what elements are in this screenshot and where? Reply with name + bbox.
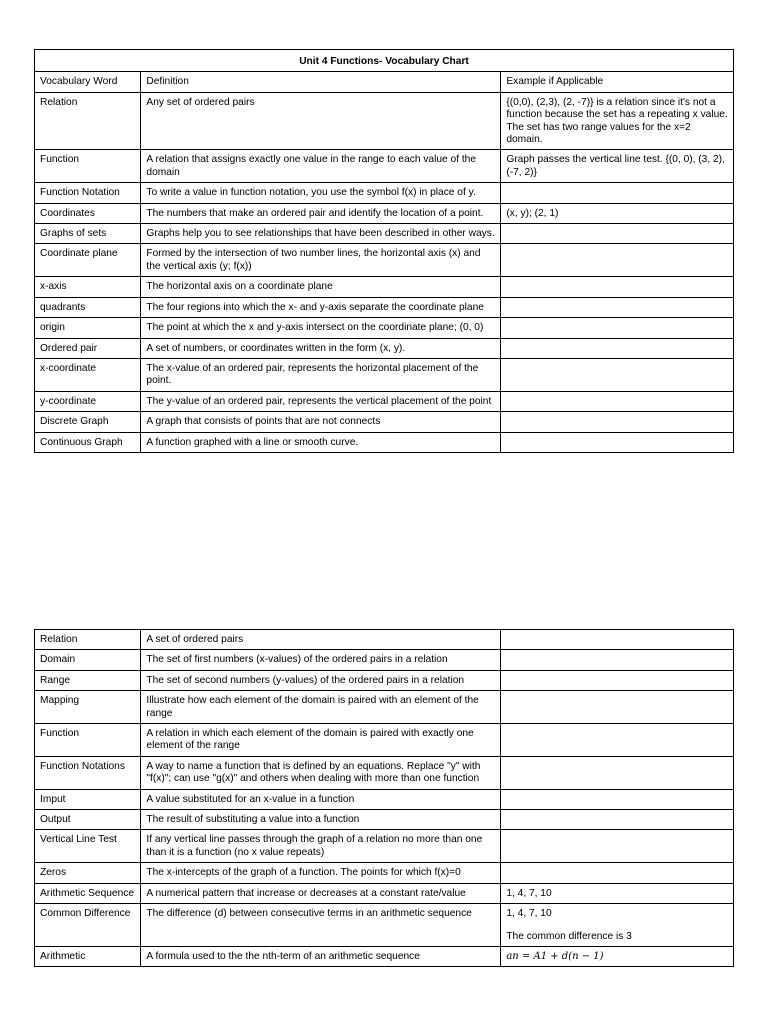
example-cell bbox=[501, 338, 734, 358]
header-vocabulary-word: Vocabulary Word bbox=[35, 72, 141, 92]
term-cell: Arithmetic Sequence bbox=[35, 883, 141, 903]
vocabulary-chart-1 bbox=[34, 49, 734, 453]
term-cell: Output bbox=[35, 810, 141, 830]
term-cell: y-coordinate bbox=[35, 391, 141, 411]
example-cell bbox=[501, 670, 734, 690]
example-cell: 1, 4, 7, 10 bbox=[501, 883, 734, 903]
term-cell: Ordered pair bbox=[35, 338, 141, 358]
term-cell: x-axis bbox=[35, 277, 141, 297]
table-row-arithmetic bbox=[35, 946, 734, 966]
example-cell bbox=[501, 630, 734, 650]
definition-cell: The set of second numbers (y-values) of the ordered pairs in a relation bbox=[141, 670, 501, 690]
definition-cell: The horizontal axis on a coordinate plane bbox=[141, 277, 501, 297]
term-cell: quadrants bbox=[35, 297, 141, 317]
definition-cell: If any vertical line passes through the graph of a relation no more than one than it is a function (no x value repeats) bbox=[141, 830, 501, 863]
table-row-origin bbox=[35, 318, 734, 338]
header-row bbox=[35, 72, 734, 92]
definition-cell: The x-intercepts of the graph of a function. The points for which f(x)=0 bbox=[141, 863, 501, 883]
term-cell: Coordinate plane bbox=[35, 244, 141, 277]
vocabulary-chart-2 bbox=[34, 629, 734, 967]
definition-cell: Formed by the intersection of two number lines, the horizontal axis (x) and the vertical axis (y; f(x)) bbox=[141, 244, 501, 277]
formula-cell: an = A1 + d(n − 1) bbox=[501, 946, 734, 966]
definition-cell: A way to name a function that is defined by an equations. Replace "y" with "f(x)"; can use "g(x)" and others when dealing with more than one function bbox=[141, 756, 501, 789]
table-row-mapping bbox=[35, 691, 734, 724]
term-cell: Function Notations bbox=[35, 756, 141, 789]
example-cell bbox=[501, 277, 734, 297]
table-row-function bbox=[35, 724, 734, 757]
definition-cell: A graph that consists of points that are not connects bbox=[141, 412, 501, 432]
table-row-common-difference bbox=[35, 904, 734, 947]
header-example: Example if Applicable bbox=[501, 72, 734, 92]
table-row-output bbox=[35, 810, 734, 830]
example-cell: (x, y); (2, 1) bbox=[501, 203, 734, 223]
term-cell: Discrete Graph bbox=[35, 412, 141, 432]
table-row-relation bbox=[35, 92, 734, 150]
table-row-function-notations bbox=[35, 756, 734, 789]
example-cell bbox=[501, 691, 734, 724]
table-row-discrete-graph bbox=[35, 412, 734, 432]
term-cell: Continuous Graph bbox=[35, 432, 141, 452]
table-row-vertical-line-test bbox=[35, 830, 734, 863]
table-row-x-coordinate bbox=[35, 358, 734, 391]
term-cell: origin bbox=[35, 318, 141, 338]
definition-cell: The difference (d) between consecutive terms in an arithmetic sequence bbox=[141, 904, 501, 947]
example-cell bbox=[501, 789, 734, 809]
definition-cell: Illustrate how each element of the domain is paired with an element of the range bbox=[141, 691, 501, 724]
term-cell: Function bbox=[35, 724, 141, 757]
definition-cell: A formula used to the the nth-term of an arithmetic sequence bbox=[141, 946, 501, 966]
definition-cell: A relation that assigns exactly one value in the range to each value of the domain bbox=[141, 150, 501, 183]
term-cell: Zeros bbox=[35, 863, 141, 883]
example-cell bbox=[501, 863, 734, 883]
table-row-zeros bbox=[35, 863, 734, 883]
example-cell bbox=[501, 318, 734, 338]
definition-cell: The x-value of an ordered pair, represents the horizontal placement of the point. bbox=[141, 358, 501, 391]
table-row-range bbox=[35, 670, 734, 690]
definition-cell: The numbers that make an ordered pair and identify the location of a point. bbox=[141, 203, 501, 223]
example-cell bbox=[501, 432, 734, 452]
example-cell bbox=[501, 724, 734, 757]
example-cell bbox=[501, 650, 734, 670]
definition-cell: A function graphed with a line or smooth curve. bbox=[141, 432, 501, 452]
header-definition: Definition bbox=[141, 72, 501, 92]
table-row-graphs-of-sets bbox=[35, 224, 734, 244]
definition-cell: The y-value of an ordered pair, represents the vertical placement of the point bbox=[141, 391, 501, 411]
term-cell: Relation bbox=[35, 92, 141, 150]
definition-cell: Any set of ordered pairs bbox=[141, 92, 501, 150]
example-cell bbox=[501, 830, 734, 863]
table-row-function bbox=[35, 150, 734, 183]
table-row-coordinate-plane bbox=[35, 244, 734, 277]
term-cell: x-coordinate bbox=[35, 358, 141, 391]
definition-cell: A set of ordered pairs bbox=[141, 630, 501, 650]
table-row-function-notation bbox=[35, 183, 734, 203]
table-row-quadrants bbox=[35, 297, 734, 317]
term-cell: Vertical Line Test bbox=[35, 830, 141, 863]
definition-cell: The four regions into which the x- and y-axis separate the coordinate plane bbox=[141, 297, 501, 317]
definition-cell: The result of substituting a value into a function bbox=[141, 810, 501, 830]
term-cell: Imput bbox=[35, 789, 141, 809]
example-cell bbox=[501, 224, 734, 244]
definition-cell: The point at which the x and y-axis intersect on the coordinate plane; (0, 0) bbox=[141, 318, 501, 338]
table-row-arithmetic-sequence bbox=[35, 883, 734, 903]
example-cell bbox=[501, 358, 734, 391]
definition-cell: A set of numbers, or coordinates written in the form (x, y). bbox=[141, 338, 501, 358]
term-cell: Range bbox=[35, 670, 141, 690]
common-difference-note: The common difference is 3 bbox=[506, 930, 632, 942]
example-cell bbox=[501, 244, 734, 277]
table-row-continuous-graph bbox=[35, 432, 734, 452]
definition-cell: A value substituted for an x-value in a function bbox=[141, 789, 501, 809]
example-cell bbox=[501, 183, 734, 203]
example-cell: Graph passes the vertical line test. {(0, 0), (3, 2), (-7, 2)} bbox=[501, 150, 734, 183]
example-cell: {(0,0), (2,3), (2, -7)} is a relation since it's not a function because the set has a repeating x value. The set has two range values for the x=2 domain. bbox=[501, 92, 734, 150]
definition-cell: The set of first numbers (x-values) of the ordered pairs in a relation bbox=[141, 650, 501, 670]
table-row-x-axis bbox=[35, 277, 734, 297]
term-cell: Graphs of sets bbox=[35, 224, 141, 244]
table-row-domain bbox=[35, 650, 734, 670]
chart-title: Unit 4 Functions- Vocabulary Chart bbox=[35, 50, 734, 72]
term-cell: Function Notation bbox=[35, 183, 141, 203]
definition-cell: A numerical pattern that increase or decreases at a constant rate/value bbox=[141, 883, 501, 903]
example-cell bbox=[501, 756, 734, 789]
table-row-coordinates bbox=[35, 203, 734, 223]
example-cell bbox=[501, 412, 734, 432]
table-row-ordered-pair bbox=[35, 338, 734, 358]
example-cell bbox=[501, 810, 734, 830]
example-value: 1, 4, 7, 10 bbox=[506, 908, 552, 920]
example-cell bbox=[501, 391, 734, 411]
table-row-y-coordinate bbox=[35, 391, 734, 411]
table-row-imput bbox=[35, 789, 734, 809]
term-cell: Mapping bbox=[35, 691, 141, 724]
definition-cell: To write a value in function notation, you use the symbol f(x) in place of y. bbox=[141, 183, 501, 203]
term-cell: Function bbox=[35, 150, 141, 183]
term-cell: Common Difference bbox=[35, 904, 141, 947]
chart-title-row bbox=[35, 50, 734, 72]
term-cell: Relation bbox=[35, 630, 141, 650]
term-cell: Domain bbox=[35, 650, 141, 670]
table-row-relation bbox=[35, 630, 734, 650]
example-cell bbox=[501, 297, 734, 317]
term-cell: Arithmetic bbox=[35, 946, 141, 966]
example-cell bbox=[501, 904, 734, 947]
definition-cell: A relation in which each element of the domain is paired with exactly one element of the range bbox=[141, 724, 501, 757]
definition-cell: Graphs help you to see relationships that have been described in other ways. bbox=[141, 224, 501, 244]
term-cell: Coordinates bbox=[35, 203, 141, 223]
